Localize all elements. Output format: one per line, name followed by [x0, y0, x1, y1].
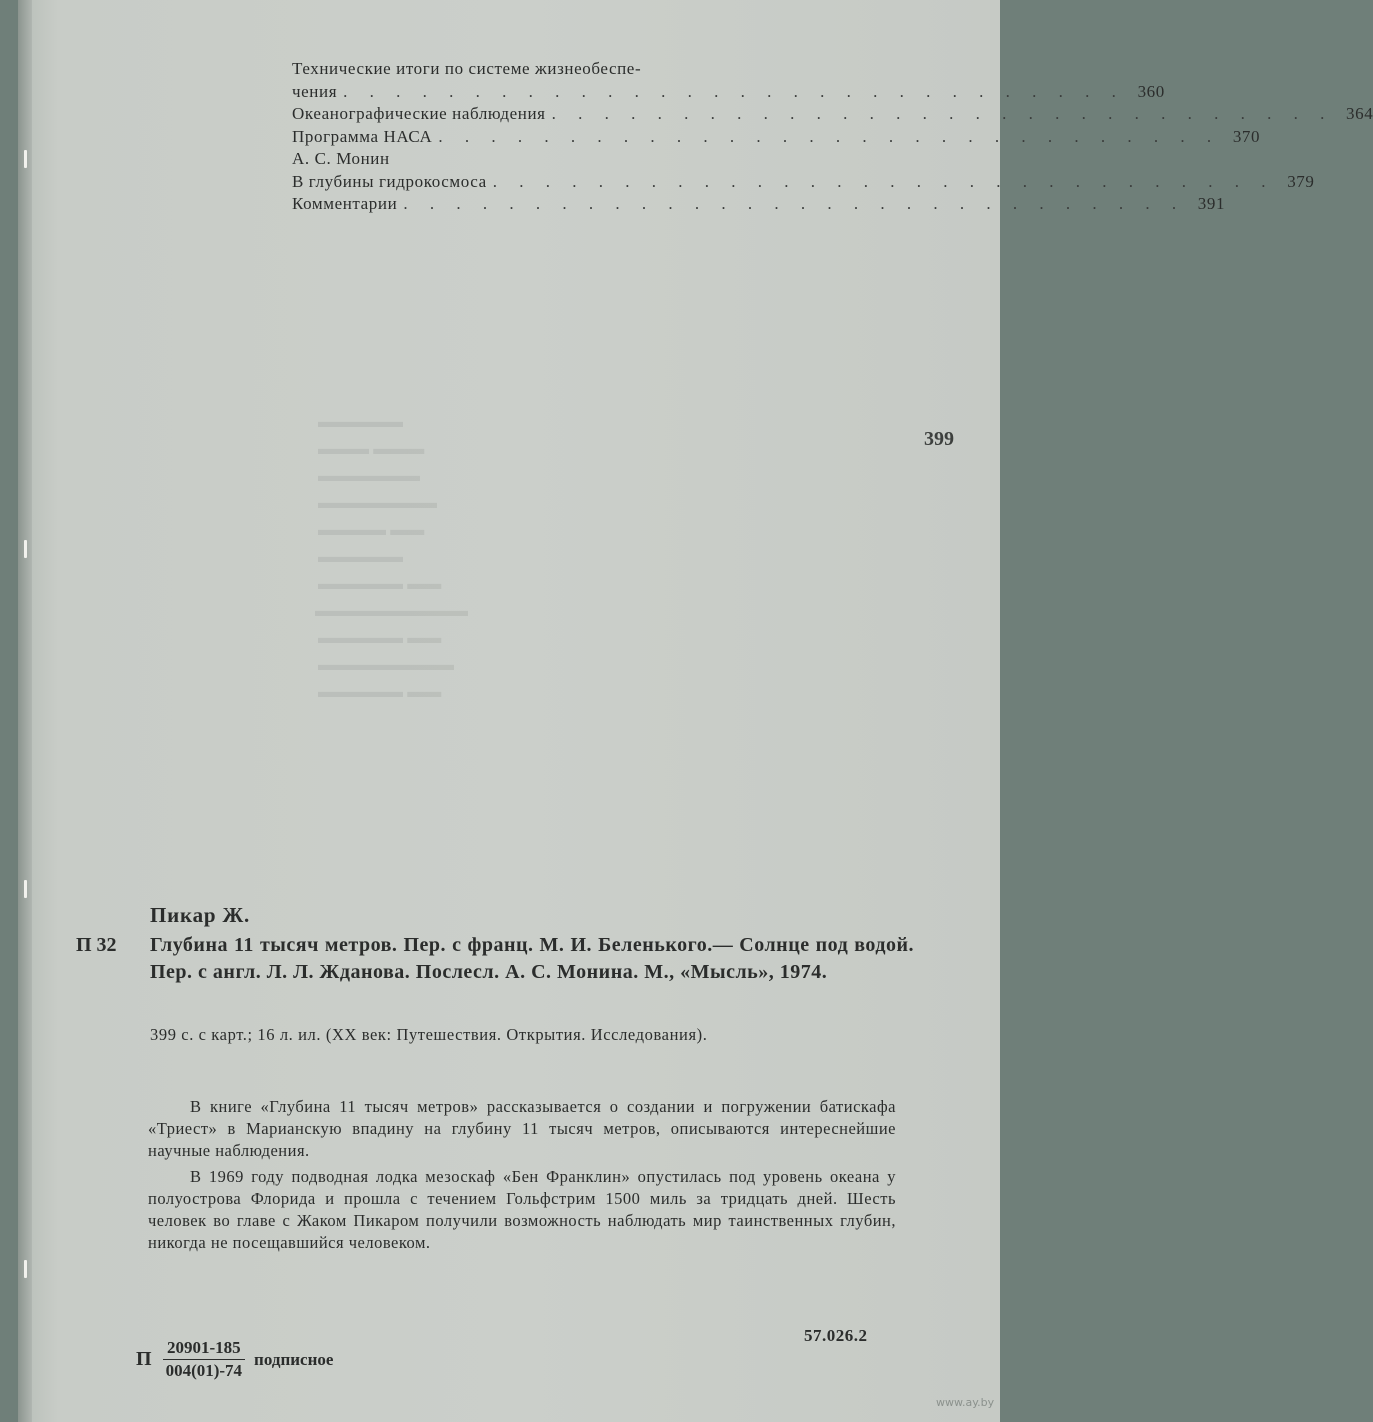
- toc-entry-page: 391: [1197, 194, 1226, 213]
- binding-thread: [24, 1260, 27, 1278]
- publication-index: [136, 1338, 333, 1381]
- toc-leader-dots: . . . . . . . . . . . . . . . . . . . . . . . . . . . . . .: [343, 81, 1125, 101]
- toc-leader-dots: . . . . . . . . . . . . . . . . . . . . . . . . . . . . . .: [551, 104, 1334, 123]
- toc-entry-label: чения: [292, 81, 338, 101]
- index-denominator: 004(01)-74: [165, 1361, 243, 1380]
- book-physical-description: 399 с. с карт.; 16 л. ил. (XX век: Путешествия. Открытия. Исследования).: [150, 1025, 708, 1044]
- index-suffix: подписное: [254, 1349, 334, 1369]
- toc-entry: [292, 148, 904, 171]
- index-numerator: 20901-185: [163, 1338, 245, 1360]
- classification-code: 57.026.2: [804, 1326, 868, 1345]
- toc-entry: [292, 81, 1165, 104]
- book-page: [18, 0, 1373, 1422]
- toc-leader-dots: . . . . . . . . . . . . . . . . . . . . . . . . . . . . . .: [403, 194, 1186, 213]
- toc-leader-dots: . . . . . . . . . . . . . . . . . . . . . . . . . . . . . .: [438, 126, 1221, 146]
- table-of-contents: [292, 58, 1373, 216]
- book-author: Пикар Ж.: [150, 903, 251, 927]
- toc-entry-label: Комментарии: [292, 194, 398, 213]
- annotation-paragraph: В 1969 году подводная лодка мезоскаф «Бен Франклин» опустилась под уровень океана у полуострова Флорида и прошла с течением Гольфстрим 1500 миль за тридцать дней. Шесть человек во главе с Жаком Пикаром получили возможность наблюдать мир таинственных глубин, никогда не посещавшийся человеком.: [148, 1167, 896, 1252]
- index-fraction: [162, 1338, 246, 1381]
- book-title-entry: Глубина 11 тысяч метров. Пер. с франц. М. И. Беленького.— Солнце под водой. Пер. с англ. Л. Л. Жданова. Послесл. А. С. Монина. М., «Мысль», 1974.: [150, 934, 914, 983]
- binding-thread: [24, 880, 27, 898]
- toc-entry-label: Программа НАСА: [292, 126, 433, 146]
- page-number: 399: [924, 428, 954, 450]
- toc-entry-page: 379: [1287, 171, 1315, 191]
- toc-entry-page: 360: [1137, 81, 1165, 101]
- toc-entry-label: Океанографические наблюдения: [292, 104, 546, 123]
- toc-entry-label: В глубины гидрокосмоса: [292, 171, 487, 191]
- toc-heading-line: Технические итоги по системе жизнеобеспе-: [292, 59, 642, 78]
- index-prefix: П: [136, 1348, 152, 1370]
- toc-entry-page: 370: [1232, 126, 1261, 146]
- toc-entry-page: 364: [1346, 104, 1373, 123]
- toc-entry: [292, 126, 1261, 149]
- toc-entry: [292, 171, 1315, 194]
- author-code: П 32: [76, 934, 117, 956]
- toc-entry-label: А. С. Монин: [292, 149, 390, 168]
- book-annotation: [148, 1096, 896, 1254]
- annotation-paragraph: В книге «Глубина 11 тысяч метров» рассказывается о создании и погружении батискафа «Триест» в Марианскую впадину на глубину 11 тысяч метров, описываются интереснейшие научные наблюдения.: [148, 1097, 896, 1160]
- toc-entry: [292, 103, 1373, 126]
- site-watermark: www.ay.by: [936, 1396, 995, 1409]
- binding-thread: [24, 150, 27, 168]
- show-through-text: ▬▬▬▬▬ ▬▬▬ ▬▬▬ ▬▬▬▬▬▬ ▬▬▬▬▬▬▬ ▬▬ ▬▬▬▬ ▬▬▬▬▬ ▬▬ ▬▬▬▬▬ ▬▬▬▬▬▬▬▬▬ ▬▬ ▬▬▬▬▬ ▬▬▬▬▬▬▬▬ ▬▬ ▬▬▬▬▬: [315, 412, 468, 701]
- page-binding: [18, 0, 32, 1422]
- toc-leader-dots: . . . . . . . . . . . . . . . . . . . . . . . . . . . . . .: [492, 171, 1275, 191]
- toc-entry: [292, 193, 1226, 216]
- binding-thread: [24, 540, 27, 558]
